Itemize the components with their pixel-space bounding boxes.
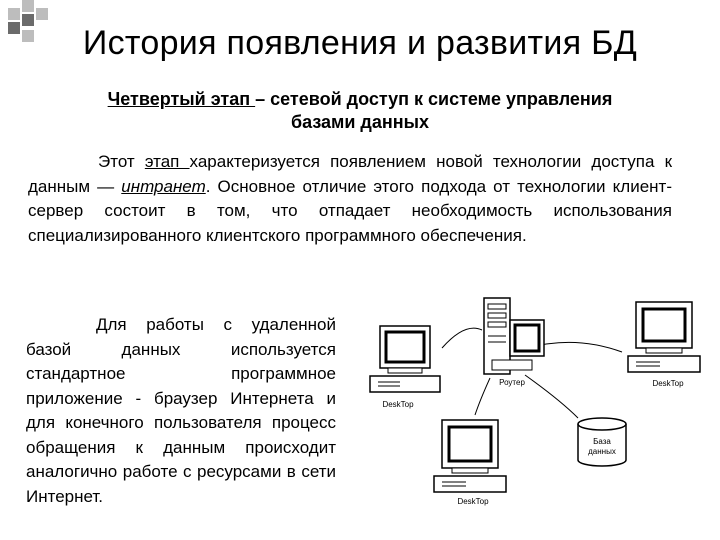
main-paragraph — [28, 150, 672, 248]
corner-square — [36, 8, 48, 20]
slide-subtitle — [30, 88, 690, 134]
desktop-bottom-label: DeskTop — [457, 497, 489, 506]
para-etap: этап — [144, 152, 190, 171]
router-label: Роутер — [499, 378, 525, 387]
network-diagram — [360, 290, 710, 520]
side-text: Для работы с удаленной базой данных используется стандартное программное приложение - браузер Интернета и для конечного пользователя процесс обращения к данным происходит аналогично работе с ресурсами в сети Интернет. — [26, 315, 336, 506]
para-part1: Этот — [98, 152, 145, 171]
db-label-line2: данных — [588, 447, 616, 456]
corner-square — [22, 0, 34, 12]
link-router-db — [525, 375, 578, 418]
link-left-router — [442, 328, 482, 348]
db-label-line1: База — [593, 437, 611, 446]
para-part2: характеризуется появлением новой технологии доступа к данным — — [28, 152, 673, 196]
desktop-right-icon — [628, 302, 700, 372]
link-router-bottom — [475, 378, 490, 415]
subtitle-line2: базами данных — [290, 112, 429, 132]
page-title: История появления и развития БД — [82, 24, 638, 62]
para-part3: . Основное отличие этого подхода от технологии клиент-сервер состоит в том, что отпадает необходимость использования специализированного клиентского программного обеспечения. — [28, 176, 672, 245]
subtitle-rest: – сетевой доступ к системе управления — [255, 89, 613, 109]
desktop-bottom-icon — [434, 420, 506, 492]
desktop-left-icon — [370, 326, 440, 392]
desktop-right-label: DeskTop — [652, 379, 684, 388]
side-paragraph — [26, 313, 336, 509]
subtitle-underlined: Четвертый этап — [107, 89, 256, 109]
router-icon — [484, 298, 544, 374]
corner-square — [8, 8, 20, 20]
para-intranet: интранет — [121, 176, 206, 196]
desktop-left-label: DeskTop — [382, 400, 414, 409]
